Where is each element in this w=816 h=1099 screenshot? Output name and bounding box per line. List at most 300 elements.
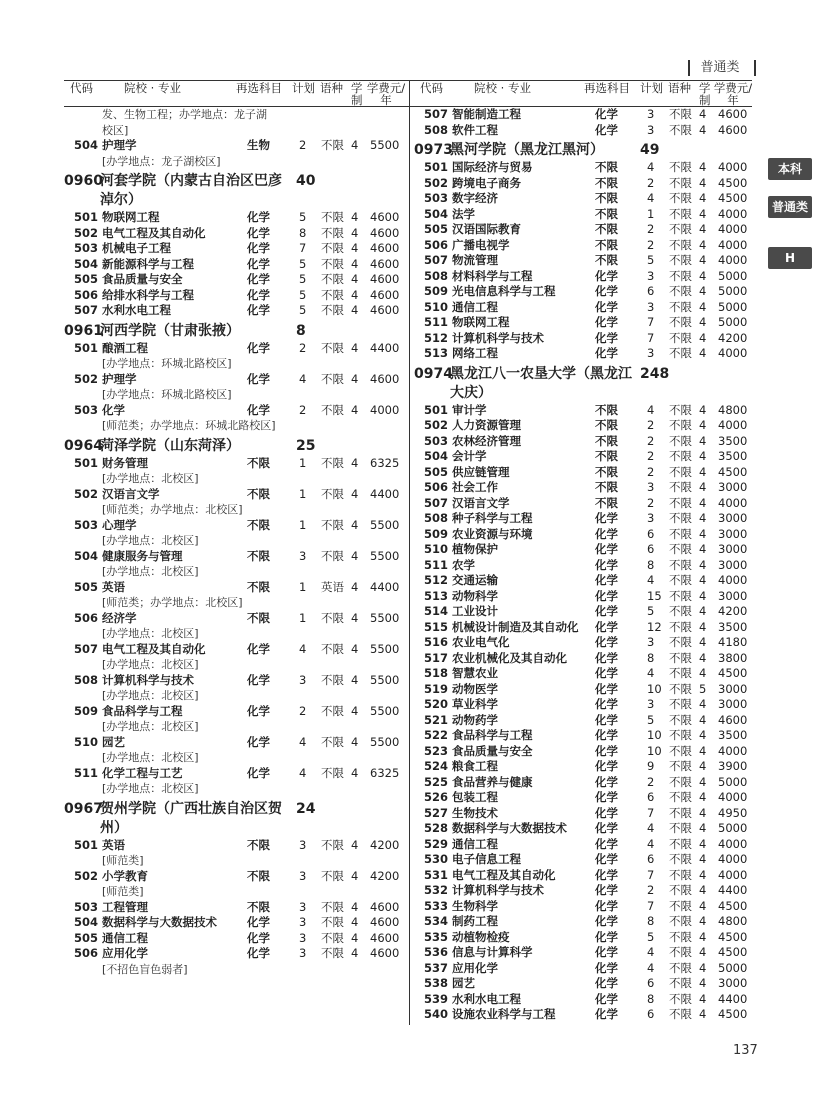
- major-language: 不限: [321, 672, 344, 687]
- major-plan: 1: [299, 486, 307, 501]
- major-subject: 化学: [247, 915, 270, 929]
- major-fee: 5000: [718, 315, 748, 329]
- major-name: 计算机科学与技术: [452, 330, 544, 345]
- major-code: 511: [424, 557, 449, 572]
- major-fee: 4000: [718, 790, 748, 804]
- major-code: 502: [74, 371, 99, 386]
- major-plan: 2: [647, 418, 655, 432]
- major-code: 540: [424, 1007, 449, 1021]
- major-code: 504: [74, 915, 99, 929]
- major-years: 4: [699, 222, 707, 236]
- major-plan: 5: [299, 287, 307, 302]
- major-years: 4: [351, 287, 359, 302]
- school-name-cont: [414, 384, 754, 403]
- major-code: 503: [74, 241, 99, 255]
- major-fee: 5500: [370, 703, 400, 718]
- major-plan: 5: [647, 253, 655, 267]
- major-language: 不限: [669, 650, 692, 665]
- page-number: 137: [733, 1043, 758, 1058]
- major-subject: 化学: [247, 672, 270, 687]
- major-fee: 4600: [370, 915, 400, 929]
- major-language: 不限: [321, 287, 344, 302]
- major-language: 不限: [669, 852, 692, 866]
- major-name: 植物保护: [452, 542, 498, 556]
- major-years: 4: [699, 635, 707, 649]
- header-plan: 计划: [640, 81, 663, 95]
- major-name: 护理学: [102, 138, 137, 152]
- major-plan: 12: [647, 619, 662, 634]
- major-code: 505: [74, 579, 99, 594]
- major-subject: 不限: [247, 486, 270, 501]
- table-row: [64, 549, 406, 565]
- major-years: 4: [351, 899, 359, 914]
- column-header: [64, 81, 406, 107]
- major-years: 4: [351, 225, 359, 240]
- major-fee: 4500: [718, 175, 748, 190]
- major-language: 不限: [669, 402, 692, 417]
- major-subject: 化学: [595, 588, 618, 603]
- major-fee: 3000: [718, 542, 748, 556]
- major-note: [师范类]: [102, 854, 144, 867]
- major-subject: 不限: [247, 579, 270, 594]
- major-plan: 4: [647, 402, 655, 417]
- major-subject: 化学: [247, 734, 270, 749]
- major-fee: 3000: [718, 480, 748, 494]
- table-row: [414, 976, 754, 992]
- major-subject: 化学: [595, 557, 618, 572]
- school-name-cont: [64, 191, 406, 210]
- major-note: [师范类]: [102, 885, 144, 898]
- header-code: 代码: [70, 81, 93, 95]
- major-plan: 3: [299, 868, 307, 883]
- header-yrs: 学制: [351, 81, 363, 107]
- major-fee: 4200: [718, 330, 748, 345]
- major-language: 不限: [669, 175, 692, 190]
- major-note: [师范类；办学地点：北校区]: [102, 596, 243, 609]
- major-subject: 化学: [595, 650, 618, 665]
- major-subject: 化学: [595, 821, 618, 835]
- school-name: 黑龙江八一农垦大学（黑龙江: [450, 365, 632, 382]
- major-years: 4: [699, 330, 707, 345]
- major-subject: 化学: [595, 604, 618, 618]
- major-plan: 2: [299, 340, 307, 355]
- major-plan: 6: [647, 790, 655, 804]
- table-row: [414, 883, 754, 899]
- major-subject: 化学: [247, 225, 270, 240]
- major-language: 不限: [669, 991, 692, 1006]
- major-plan: 10: [647, 728, 662, 742]
- major-years: 4: [699, 526, 707, 541]
- table-row: [64, 272, 406, 288]
- major-code: 505: [424, 222, 449, 236]
- table-row: [64, 210, 406, 226]
- major-fee: 4800: [718, 402, 748, 417]
- table-row: [414, 465, 754, 481]
- major-code: 501: [74, 340, 99, 355]
- table-row: [414, 604, 754, 620]
- major-subject: 化学: [595, 898, 618, 913]
- header-name: 院校 · 专业: [474, 81, 531, 95]
- table-row: [414, 759, 754, 775]
- major-fee: 5500: [370, 641, 400, 656]
- major-language: 不限: [669, 299, 692, 314]
- major-language: 不限: [321, 868, 344, 883]
- major-fee: 3900: [718, 759, 748, 773]
- table-row: [414, 480, 754, 496]
- major-years: 4: [699, 191, 707, 205]
- major-code: 504: [74, 548, 99, 563]
- major-years: 4: [699, 588, 707, 603]
- major-subject: 化学: [247, 371, 270, 386]
- major-code: 526: [424, 790, 449, 804]
- table-row: [414, 961, 754, 977]
- major-years: 4: [351, 272, 359, 286]
- major-fee: 4600: [718, 122, 748, 137]
- major-language: 不限: [669, 284, 692, 298]
- major-subject: 化学: [247, 287, 270, 302]
- major-language: 不限: [321, 837, 344, 852]
- major-note: [师范类；办学地点：北校区]: [102, 503, 243, 516]
- school-name: 黑河学院（黑龙江黑河）: [450, 142, 604, 158]
- major-subject: 化学: [595, 681, 618, 696]
- major-code: 523: [424, 743, 449, 758]
- major-code: 527: [424, 805, 449, 820]
- major-note: [办学地点：环城北路校区]: [102, 357, 232, 370]
- table-row: [414, 107, 754, 123]
- major-name: 汉语国际教育: [452, 222, 521, 236]
- major-name: 供应链管理: [452, 464, 510, 479]
- major-years: 4: [351, 517, 359, 532]
- major-name: 园艺: [452, 976, 475, 990]
- major-plan: 3: [647, 268, 655, 283]
- major-code: 504: [424, 449, 449, 463]
- major-code: 539: [424, 991, 449, 1006]
- major-code: 502: [74, 225, 99, 240]
- major-name: 新能源科学与工程: [102, 256, 194, 271]
- major-subject: 不限: [247, 868, 270, 883]
- major-years: 4: [699, 697, 707, 711]
- major-subject: 化学: [595, 619, 618, 634]
- school-name: 菏泽学院（山东菏泽）: [100, 437, 240, 454]
- major-fee: 5000: [718, 284, 748, 298]
- major-years: 4: [699, 495, 707, 510]
- major-name: 经济学: [102, 610, 137, 625]
- table-row: [64, 838, 406, 854]
- major-language: 不限: [669, 743, 692, 758]
- major-name: 食品科学与工程: [452, 728, 533, 742]
- table-row: [414, 449, 754, 465]
- school-code: 0960: [64, 173, 103, 189]
- major-language: 不限: [669, 976, 692, 990]
- major-plan: 4: [647, 160, 655, 174]
- major-language: 不限: [321, 486, 344, 501]
- major-fee: 5000: [718, 821, 748, 835]
- major-code: 512: [424, 573, 449, 587]
- major-language: 英语: [321, 579, 344, 594]
- table-row: [414, 496, 754, 512]
- major-language: 不限: [669, 728, 692, 742]
- major-fee: 5000: [718, 774, 748, 789]
- major-years: 4: [699, 883, 707, 897]
- major-subject: 化学: [595, 573, 618, 587]
- major-fee: 3500: [718, 449, 748, 463]
- major-plan: 4: [647, 960, 655, 975]
- major-subject: 化学: [247, 402, 270, 417]
- major-code: 511: [74, 765, 99, 780]
- major-plan: 7: [647, 867, 655, 882]
- major-years: 5: [699, 681, 707, 696]
- major-language: 不限: [669, 107, 692, 121]
- major-code: 512: [424, 330, 449, 345]
- major-years: 4: [351, 837, 359, 852]
- table-row: [414, 666, 754, 682]
- major-plan: 3: [299, 915, 307, 929]
- major-plan: 8: [647, 650, 655, 665]
- major-fee: 5500: [370, 138, 400, 152]
- major-note: [办学地点：龙子湖校区]: [102, 154, 221, 168]
- major-code: 507: [424, 253, 449, 267]
- major-name: 智慧农业: [452, 666, 498, 680]
- major-name: 生物技术: [452, 805, 498, 820]
- major-name: 动物医学: [452, 681, 498, 696]
- table-row: [64, 288, 406, 304]
- major-note: [办学地点：北校区]: [102, 534, 199, 547]
- major-years: 4: [699, 107, 707, 121]
- major-fee: 4500: [718, 191, 748, 205]
- major-language: 不限: [321, 734, 344, 749]
- major-plan: 3: [647, 122, 655, 137]
- major-subject: 化学: [595, 945, 618, 959]
- major-fee: 4000: [718, 206, 748, 221]
- major-subject: 化学: [595, 976, 618, 990]
- major-note: [办学地点：北校区]: [102, 565, 199, 578]
- major-fee: 4400: [370, 486, 400, 501]
- major-years: 4: [699, 728, 707, 742]
- major-name: 人力资源管理: [452, 418, 521, 432]
- major-language: 不限: [669, 191, 692, 205]
- major-fee: 4400: [718, 883, 748, 897]
- major-name: 应用化学: [102, 946, 148, 960]
- major-code: 506: [74, 946, 99, 960]
- major-language: 不限: [669, 557, 692, 572]
- major-plan: 4: [647, 836, 655, 851]
- major-code: 502: [74, 486, 99, 501]
- category-tag: 普通类: [680, 58, 760, 78]
- major-years: 4: [699, 619, 707, 634]
- major-name: 电气工程及其自动化: [102, 641, 206, 656]
- major-name: 化学: [102, 402, 125, 417]
- table-row: [414, 191, 754, 207]
- major-subject: 化学: [247, 641, 270, 656]
- school-quota: 24: [296, 800, 316, 817]
- major-subject: 化学: [595, 852, 618, 866]
- major-language: 不限: [669, 542, 692, 556]
- major-fee: 4600: [370, 241, 400, 255]
- school-code: 0961: [64, 322, 103, 339]
- major-subject: 不限: [595, 464, 618, 479]
- major-code: 507: [74, 303, 99, 317]
- major-years: 4: [699, 774, 707, 789]
- major-code: 537: [424, 960, 449, 975]
- major-years: 4: [351, 486, 359, 501]
- major-fee: 5500: [370, 672, 400, 687]
- school-header: [414, 365, 754, 384]
- major-fee: 4000: [718, 346, 748, 360]
- major-years: 4: [699, 1007, 707, 1021]
- major-name: 水利水电工程: [102, 303, 171, 317]
- major-note: [不招色盲色弱者]: [102, 962, 188, 976]
- major-years: 4: [699, 573, 707, 587]
- table-row: [414, 852, 754, 868]
- major-name: 园艺: [102, 734, 125, 749]
- major-name: 数字经济: [452, 191, 498, 205]
- major-code: 513: [424, 588, 449, 603]
- table-row: [414, 346, 754, 362]
- major-fee: 4500: [718, 898, 748, 913]
- major-code: 508: [74, 672, 99, 687]
- major-fee: 4500: [718, 464, 748, 479]
- table-row: [64, 673, 406, 689]
- table-row: [414, 945, 754, 961]
- major-subject: 化学: [595, 526, 618, 541]
- major-subject: 化学: [595, 790, 618, 804]
- major-fee: 4600: [718, 107, 748, 121]
- major-subject: 化学: [595, 107, 618, 121]
- major-subject: 不限: [595, 433, 618, 448]
- major-fee: 4000: [718, 836, 748, 851]
- major-plan: 4: [647, 573, 655, 587]
- major-language: 不限: [321, 241, 344, 255]
- major-plan: 6: [647, 976, 655, 990]
- major-code: 525: [424, 774, 449, 789]
- table-row: [414, 697, 754, 713]
- major-years: 4: [699, 346, 707, 360]
- major-name: 财务管理: [102, 455, 148, 470]
- major-name: 数据科学与大数据技术: [102, 915, 217, 929]
- major-code: 534: [424, 914, 449, 928]
- major-name: 软件工程: [452, 122, 498, 137]
- table-row: [414, 682, 754, 698]
- major-fee: 4600: [718, 712, 748, 727]
- major-code: 509: [424, 526, 449, 541]
- major-fee: 4600: [370, 225, 400, 240]
- major-subject: 化学: [595, 1007, 618, 1021]
- major-note: [办学地点：北校区]: [102, 689, 199, 702]
- major-code: 507: [424, 107, 449, 121]
- major-subject: 不限: [595, 175, 618, 190]
- major-fee: 4500: [718, 666, 748, 680]
- major-subject: 化学: [595, 743, 618, 758]
- table-row: [414, 620, 754, 636]
- table-row: [64, 900, 406, 916]
- major-years: 4: [699, 433, 707, 448]
- major-code: 522: [424, 728, 449, 742]
- table-row: [64, 372, 406, 388]
- major-subject: 化学: [595, 346, 618, 360]
- major-subject: 不限: [595, 237, 618, 252]
- major-years: 4: [699, 449, 707, 463]
- major-name: 生物科学: [452, 898, 498, 913]
- school-header: [64, 800, 406, 819]
- major-code: 505: [424, 464, 449, 479]
- major-fee: 4000: [718, 418, 748, 432]
- major-plan: 6: [647, 542, 655, 556]
- major-subject: 不限: [595, 402, 618, 417]
- major-code: 517: [424, 650, 449, 665]
- major-years: 4: [699, 315, 707, 329]
- major-name: 计算机科学与技术: [452, 883, 544, 897]
- major-note: 发、生物工程；办学地点：龙子湖: [102, 108, 267, 121]
- major-plan: 4: [647, 666, 655, 680]
- major-name: 设施农业科学与工程: [452, 1007, 556, 1021]
- school-quota: 25: [296, 437, 316, 454]
- major-plan: 4: [299, 641, 307, 656]
- major-subject: 化学: [595, 542, 618, 556]
- major-plan: 3: [647, 299, 655, 314]
- major-name: 小学教育: [102, 868, 148, 883]
- major-language: 不限: [321, 610, 344, 625]
- major-years: 4: [699, 299, 707, 314]
- major-language: 不限: [669, 237, 692, 252]
- major-subject: 化学: [595, 836, 618, 851]
- major-plan: 1: [299, 610, 307, 625]
- major-years: 4: [351, 930, 359, 945]
- major-subject: 化学: [595, 330, 618, 345]
- major-subject: 生物: [247, 138, 270, 152]
- major-language: 不限: [321, 371, 344, 386]
- school-quota: 248: [640, 365, 670, 382]
- major-language: 不限: [669, 573, 692, 587]
- major-plan: 3: [647, 697, 655, 711]
- major-years: 4: [699, 542, 707, 556]
- major-code: 502: [74, 868, 99, 883]
- major-name: 英语: [102, 579, 125, 594]
- major-code: 505: [74, 930, 99, 945]
- major-language: 不限: [669, 330, 692, 345]
- major-subject: 化学: [595, 315, 618, 329]
- major-language: 不限: [669, 495, 692, 510]
- major-fee: 4000: [718, 852, 748, 866]
- major-language: 不限: [669, 253, 692, 267]
- table-row: [414, 542, 754, 558]
- major-plan: 5: [647, 712, 655, 727]
- major-years: 4: [699, 805, 707, 820]
- major-fee: 5000: [718, 299, 748, 314]
- major-fee: 4000: [718, 573, 748, 587]
- table-row: [64, 946, 406, 962]
- major-code: 503: [74, 899, 99, 914]
- major-fee: 5000: [718, 960, 748, 975]
- major-years: 4: [351, 241, 359, 255]
- major-plan: 10: [647, 743, 662, 758]
- header-fee: 学费元/年: [713, 81, 753, 107]
- major-subject: 化学: [247, 256, 270, 271]
- major-fee: 5500: [370, 548, 400, 563]
- school-name-cont: [64, 819, 406, 838]
- major-language: 不限: [321, 915, 344, 929]
- major-plan: 1: [299, 455, 307, 470]
- major-code: 503: [424, 191, 449, 205]
- major-language: 不限: [669, 1007, 692, 1021]
- major-years: 4: [351, 734, 359, 749]
- header-code: 代码: [420, 81, 443, 95]
- school-quota: 8: [296, 322, 306, 339]
- major-name: 汉语言文学: [452, 495, 510, 510]
- major-plan: 2: [647, 495, 655, 510]
- major-fee: 4400: [370, 340, 400, 355]
- major-name: 社会工作: [452, 480, 498, 494]
- major-subject: 化学: [595, 697, 618, 711]
